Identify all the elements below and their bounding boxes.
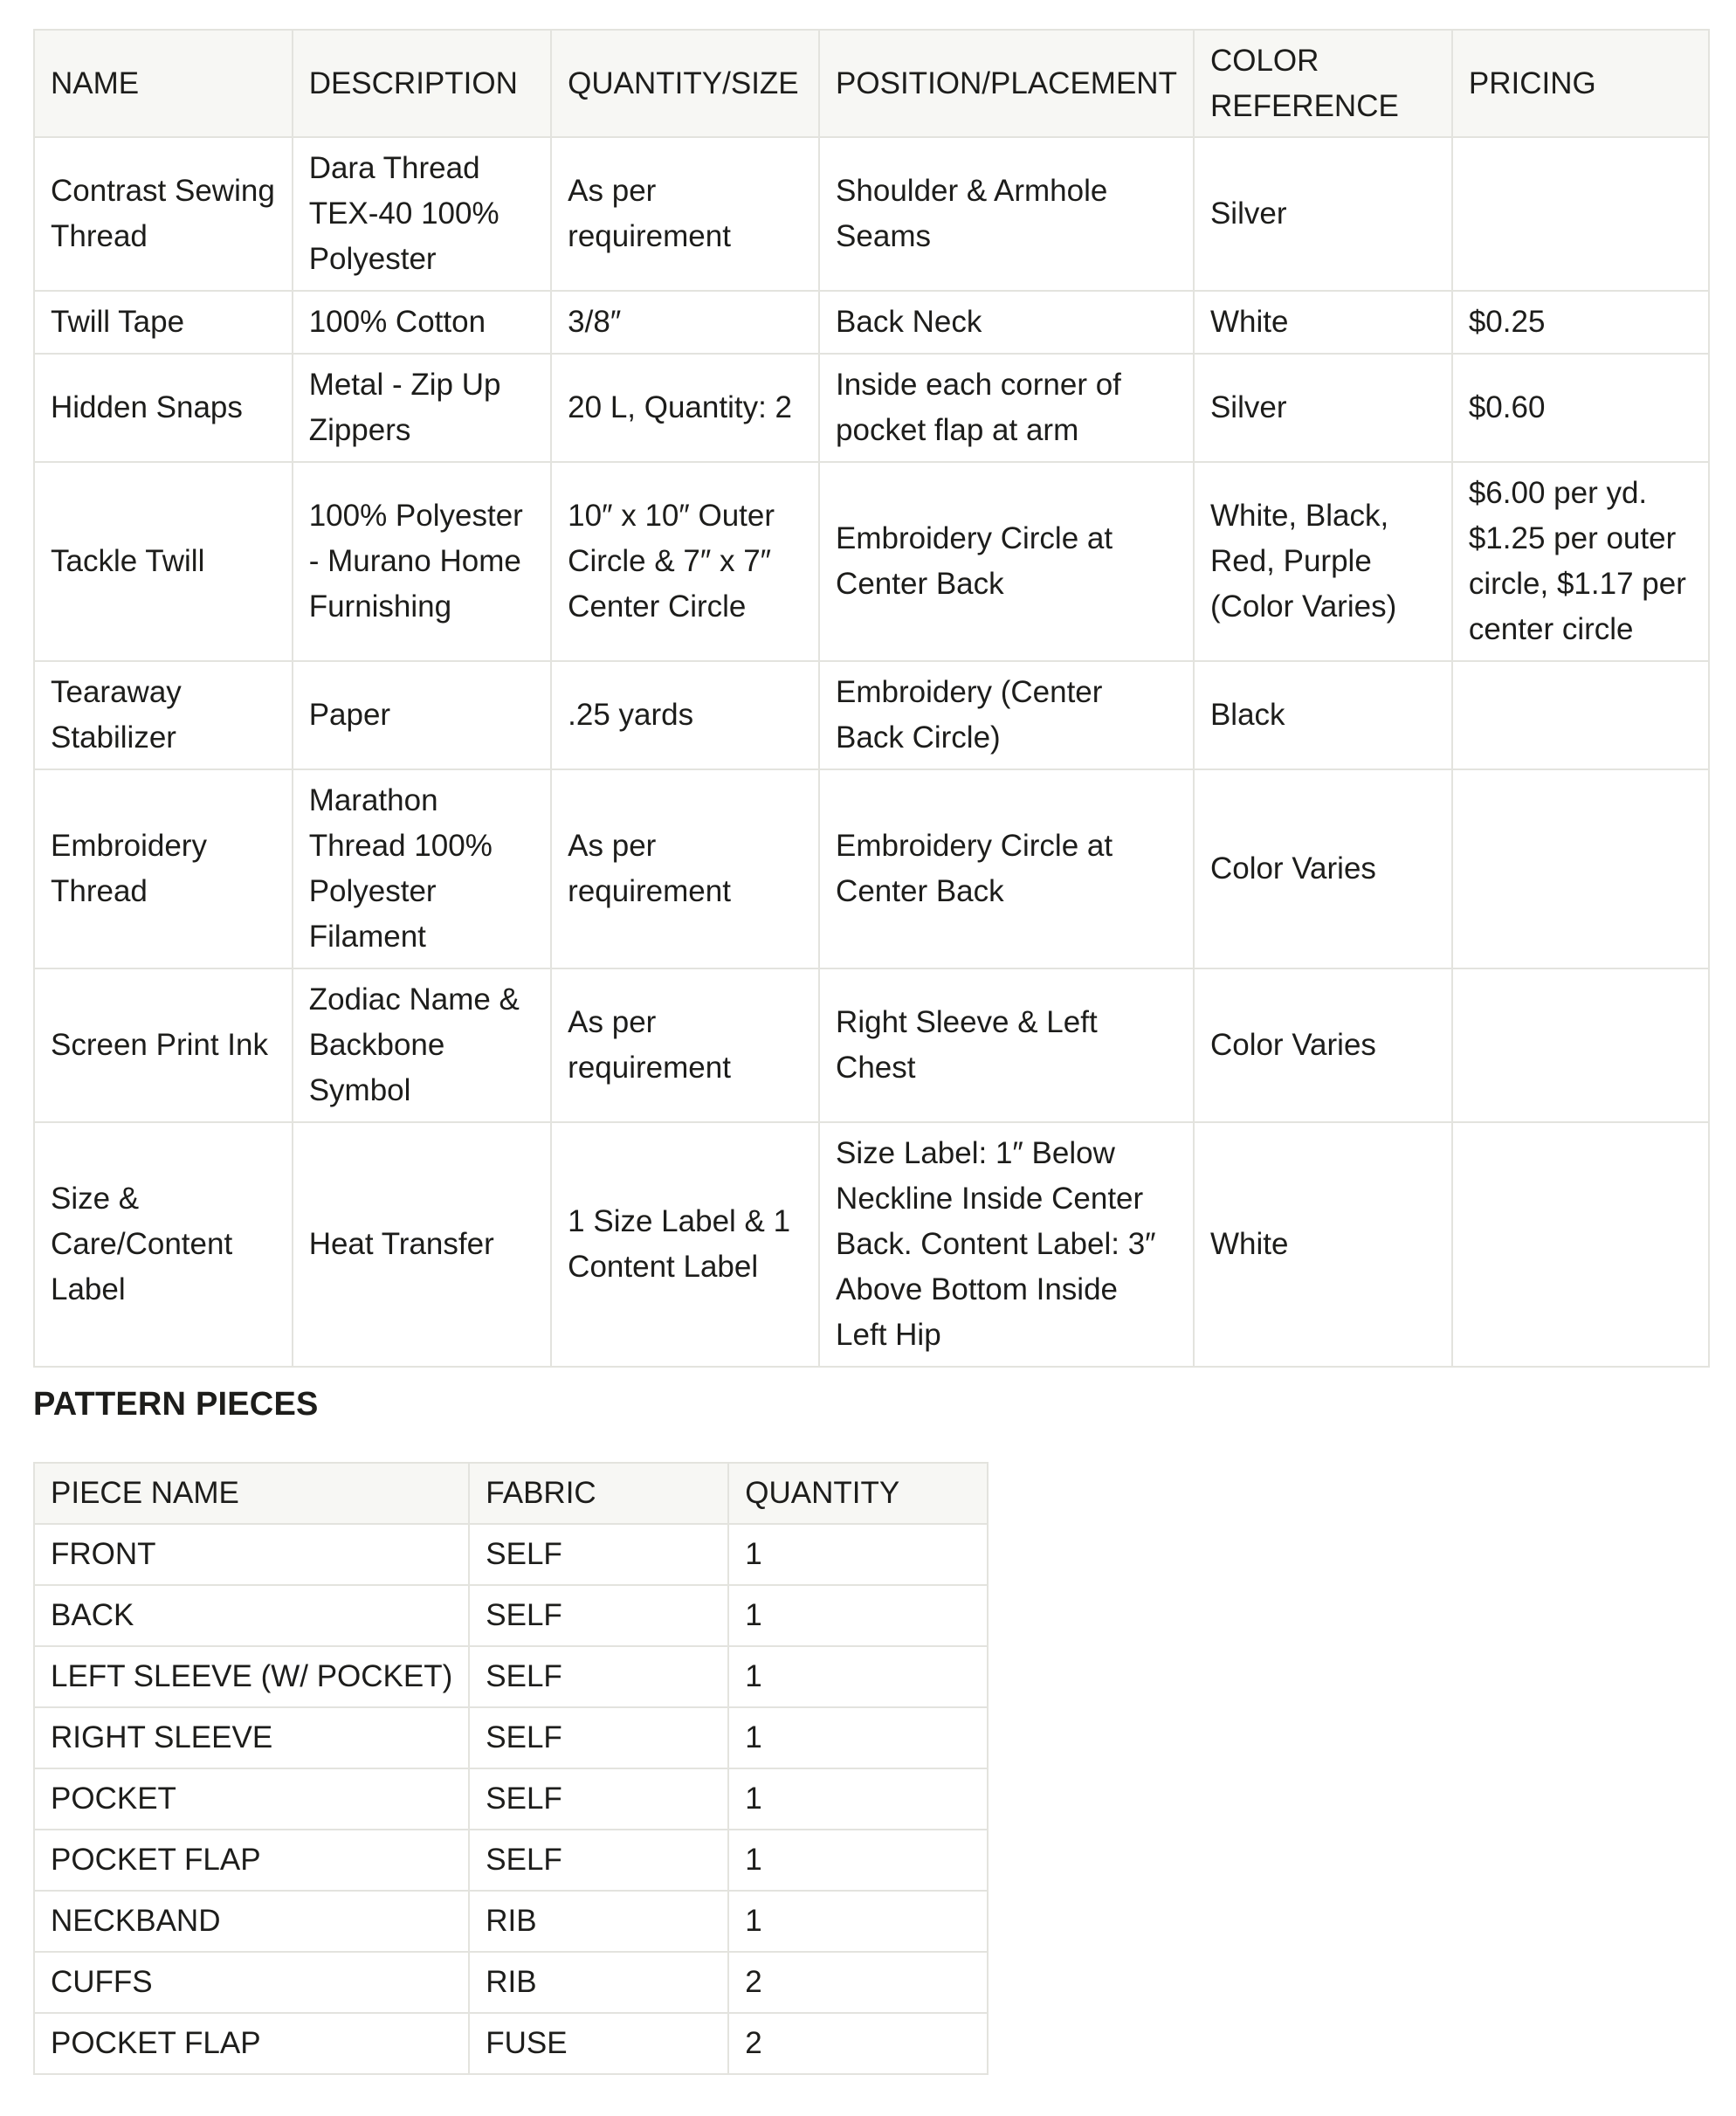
cell-description: Paper <box>293 661 551 769</box>
cell-fabric: RIB <box>469 1891 728 1952</box>
cell-pricing <box>1452 968 1709 1122</box>
header-name: NAME <box>34 30 293 137</box>
cell-piece-name: LEFT SLEEVE (W/ POCKET) <box>34 1646 469 1707</box>
cell-fabric: SELF <box>469 1707 728 1768</box>
cell-piece-name: POCKET FLAP <box>34 1830 469 1891</box>
cell-quantity-size: As per requirement <box>551 137 819 291</box>
cell-piece-name: RIGHT SLEEVE <box>34 1707 469 1768</box>
header-quantity: QUANTITY <box>728 1463 988 1524</box>
table-row <box>34 1707 988 1768</box>
cell-quantity-size: 20 L, Quantity: 2 <box>551 354 819 462</box>
table-row <box>34 661 1709 769</box>
cell-name: Hidden Snaps <box>34 354 293 462</box>
table-row <box>34 354 1709 462</box>
cell-color: Color Varies <box>1194 968 1452 1122</box>
cell-name: Embroidery Thread <box>34 769 293 968</box>
cell-fabric: RIB <box>469 1952 728 2013</box>
pattern-pieces-section <box>33 1462 989 2075</box>
cell-quantity-size: 10″ x 10″ Outer Circle & 7″ x 7″ Center Circle <box>551 462 819 661</box>
cell-color: Black <box>1194 661 1452 769</box>
cell-color: Silver <box>1194 137 1452 291</box>
cell-description: 100% Polyester - Murano Home Furnishing <box>293 462 551 661</box>
trims-section <box>33 29 1710 1368</box>
pattern-pieces-table <box>33 1462 989 2075</box>
cell-description: 100% Cotton <box>293 291 551 354</box>
cell-quantity-size: 1 Size Label & 1 Content Label <box>551 1122 819 1367</box>
cell-name: Tackle Twill <box>34 462 293 661</box>
cell-description: Marathon Thread 100% Polyester Filament <box>293 769 551 968</box>
cell-name: Contrast Sewing Thread <box>34 137 293 291</box>
header-fabric: FABRIC <box>469 1463 728 1524</box>
cell-position: Embroidery (Center Back Circle) <box>819 661 1194 769</box>
table-row <box>34 1891 988 1952</box>
cell-color: White <box>1194 1122 1452 1367</box>
cell-position: Back Neck <box>819 291 1194 354</box>
cell-position: Inside each corner of pocket flap at arm <box>819 354 1194 462</box>
table-row <box>34 1952 988 2013</box>
table-row <box>34 291 1709 354</box>
cell-quantity: 1 <box>728 1524 988 1585</box>
pattern-pieces-title: PATTERN PIECES <box>33 1386 319 1423</box>
table-row <box>34 769 1709 968</box>
cell-quantity: 1 <box>728 1707 988 1768</box>
cell-description: Metal - Zip Up Zippers <box>293 354 551 462</box>
table-row <box>34 462 1709 661</box>
cell-quantity: 1 <box>728 1585 988 1646</box>
table-row <box>34 2013 988 2074</box>
cell-fabric: SELF <box>469 1585 728 1646</box>
cell-piece-name: BACK <box>34 1585 469 1646</box>
cell-quantity: 1 <box>728 1891 988 1952</box>
cell-quantity: 1 <box>728 1768 988 1830</box>
cell-name: Screen Print Ink <box>34 968 293 1122</box>
cell-pricing: $6.00 per yd. $1.25 per outer circle, $1.17 per center circle <box>1452 462 1709 661</box>
cell-fabric: SELF <box>469 1524 728 1585</box>
cell-pricing <box>1452 769 1709 968</box>
cell-quantity: 1 <box>728 1830 988 1891</box>
table-row <box>34 137 1709 291</box>
cell-description: Heat Transfer <box>293 1122 551 1367</box>
table-row <box>34 1585 988 1646</box>
cell-description: Dara Thread TEX-40 100% Polyester <box>293 137 551 291</box>
cell-name: Size & Care/Content Label <box>34 1122 293 1367</box>
table-row <box>34 1122 1709 1367</box>
cell-fabric: SELF <box>469 1830 728 1891</box>
header-pricing: PRICING <box>1452 30 1709 137</box>
header-quantity-size: QUANTITY/SIZE <box>551 30 819 137</box>
cell-color: White <box>1194 291 1452 354</box>
cell-quantity-size: As per requirement <box>551 968 819 1122</box>
header-color-reference: COLOR REFERENCE <box>1194 30 1452 137</box>
cell-quantity-size: 3/8″ <box>551 291 819 354</box>
cell-piece-name: FRONT <box>34 1524 469 1585</box>
cell-fabric: SELF <box>469 1646 728 1707</box>
header-description: DESCRIPTION <box>293 30 551 137</box>
cell-fabric: FUSE <box>469 2013 728 2074</box>
cell-piece-name: POCKET FLAP <box>34 2013 469 2074</box>
cell-name: Tearaway Stabilizer <box>34 661 293 769</box>
cell-pricing <box>1452 137 1709 291</box>
cell-pricing: $0.25 <box>1452 291 1709 354</box>
cell-description: Zodiac Name & Backbone Symbol <box>293 968 551 1122</box>
table-row <box>34 1830 988 1891</box>
cell-color: Silver <box>1194 354 1452 462</box>
table-row <box>34 968 1709 1122</box>
cell-position: Embroidery Circle at Center Back <box>819 769 1194 968</box>
table-row <box>34 1768 988 1830</box>
cell-quantity: 1 <box>728 1646 988 1707</box>
table-row <box>34 1524 988 1585</box>
cell-piece-name: CUFFS <box>34 1952 469 2013</box>
cell-pricing <box>1452 661 1709 769</box>
cell-name: Twill Tape <box>34 291 293 354</box>
header-piece-name: PIECE NAME <box>34 1463 469 1524</box>
cell-position: Right Sleeve & Left Chest <box>819 968 1194 1122</box>
cell-piece-name: NECKBAND <box>34 1891 469 1952</box>
trims-header-row <box>34 30 1709 137</box>
header-position-placement: POSITION/PLACEMENT <box>819 30 1194 137</box>
cell-pricing: $0.60 <box>1452 354 1709 462</box>
cell-fabric: SELF <box>469 1768 728 1830</box>
pieces-header-row <box>34 1463 988 1524</box>
cell-quantity: 2 <box>728 2013 988 2074</box>
table-row <box>34 1646 988 1707</box>
cell-pricing <box>1452 1122 1709 1367</box>
cell-position: Size Label: 1″ Below Neckline Inside Center Back. Content Label: 3″ Above Bottom Inside Left Hip <box>819 1122 1194 1367</box>
cell-position: Embroidery Circle at Center Back <box>819 462 1194 661</box>
cell-quantity-size: As per requirement <box>551 769 819 968</box>
cell-position: Shoulder & Armhole Seams <box>819 137 1194 291</box>
cell-quantity: 2 <box>728 1952 988 2013</box>
cell-quantity-size: .25 yards <box>551 661 819 769</box>
cell-piece-name: POCKET <box>34 1768 469 1830</box>
cell-color: White, Black, Red, Purple (Color Varies) <box>1194 462 1452 661</box>
trims-table <box>33 29 1710 1368</box>
cell-color: Color Varies <box>1194 769 1452 968</box>
